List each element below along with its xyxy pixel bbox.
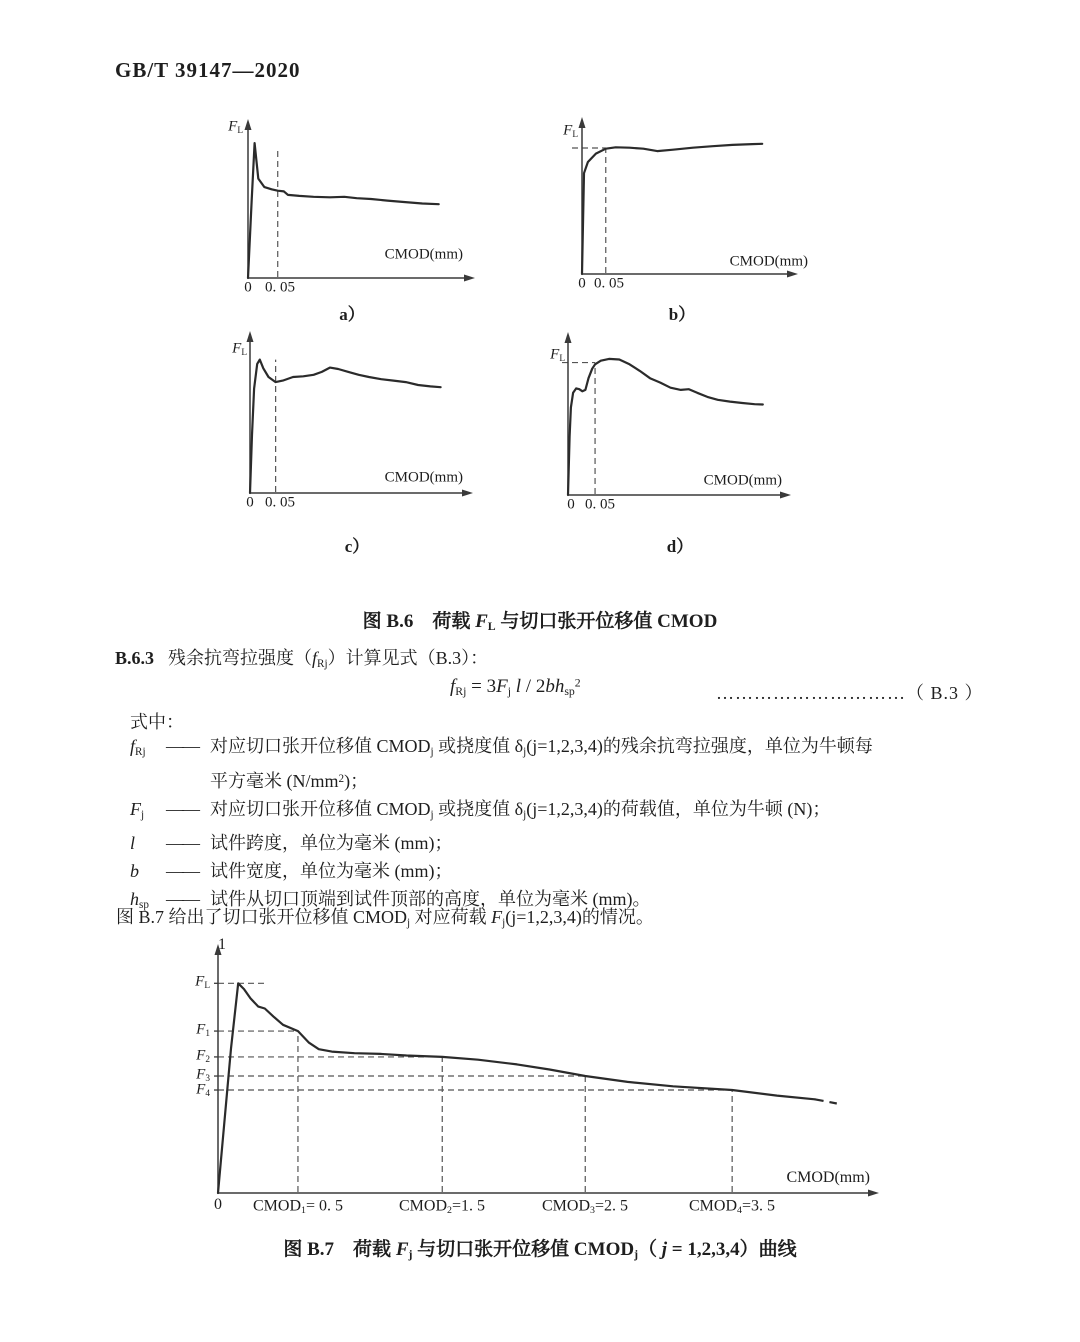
figure-b6-letter-b: b） [668,305,696,324]
y-axis-symbol: $F_L$ [563,122,578,141]
definition-desc: 对应切口张开位移值 $CMOD_j$ 或挠度值 $\delta_j(j=1,2,3,4)$的荷载值，单位为牛顿 (N)； [210,798,831,821]
definition-row [130,796,960,829]
definition-row [130,858,960,885]
definition-desc: 对应切口张开位移值 $CMOD_j$ 或挠度值 $\delta_j(j=1,2,3,4)$的残余抗弯拉强度，单位为牛顿每 平方毫米 $(N/mm^2)$； [210,736,873,791]
y-axis-symbol: $F_L$ [550,346,565,365]
fig-b6-chart-b-canvas [545,118,880,298]
figure-b7-chart [170,935,900,1220]
fig-b6-chart-c-canvas [183,336,528,524]
figure-b6-chart-a [185,118,520,298]
x-axis-arrow [787,271,798,278]
definition-dash: —— [166,798,198,819]
definition-term: l [130,832,136,853]
x-axis-label: CMOD(mm) [384,469,463,486]
x-axis-arrow [780,492,791,499]
y-axis-symbol: $F_L$ [228,118,243,137]
tick-zero: 0 [244,279,252,296]
definition-dash: —— [166,888,198,909]
definition-dash: —— [166,736,198,756]
definition-desc: 试件宽度，单位为毫米 (mm)； [210,860,453,881]
y-label-fl: $F_L$ [195,973,210,992]
formula-b3: $f_{Rj} = 3F_j$ l / $2bh_{sp}^2$ [450,676,581,698]
definition-dash: —— [166,860,198,881]
definitions-list [130,733,960,919]
x-axis-label: CMOD(mm) [786,1169,870,1186]
y-axis-arrow [247,331,254,342]
figure-b6-letter-d: d） [666,537,694,556]
load-cmod-curve-dashed-tail [815,1099,837,1103]
tick-zero: 0 [578,275,586,292]
x-axis-arrow [464,275,475,282]
definition-term: $f_{Rj}$ [130,736,146,758]
tick-cmod3: $CMOD_3=2$. 5 [542,1197,628,1216]
y-axis-arrow [245,119,252,130]
figure-b6-letter-c: c） [344,537,370,556]
tick-0-05: 0. 05 [265,279,295,296]
tick-cmod1: $CMOD_1= 0$. 5 [253,1197,343,1216]
load-cmod-curve [218,983,815,1193]
where-label: 式中： [130,712,184,732]
definition-dash: —— [166,832,198,853]
section-b63-text: 残余抗弯拉强度$(f_{Rj})$计算见式（B.3）： [168,648,489,670]
y-label-f1: $F_1$ [196,1021,210,1040]
x-axis-label: CMOD(mm) [703,472,782,489]
y-label-f3: $F_3$ [196,1066,210,1085]
x-axis-label: CMOD(mm) [384,246,463,263]
figure-b6-caption: 图 B.6 荷载 $F_L$ 与切口张开位移值 CMOD [362,611,718,633]
definition-desc: 试件跨度，单位为毫米 (mm)； [210,832,453,853]
fig-b6-chart-a-canvas [185,118,520,298]
section-b63-heading [115,644,488,670]
x-axis-arrow [868,1190,879,1197]
figure-b7-caption: 图 B.7 荷载 $F_j$ 与切口张开位移值 $CMOD_j$（ j = 1,2,3,4）曲线 [283,1239,797,1261]
tick-zero: 0 [246,494,254,511]
tick-0-05: 0. 05 [585,496,615,513]
standard-number: GB/T 39147—2020 [115,58,301,82]
definition-desc: 试件从切口顶端到试件顶部的高度，单位为毫米 (mm)。 [210,888,651,909]
definition-row [130,830,960,857]
definition-row [130,733,960,795]
figure-b6-letter-a: a） [339,305,365,324]
figure-b6-chart-c [183,336,528,524]
x-axis-label: CMOD(mm) [729,253,808,270]
tick-cmod4: $CMOD_4=3$. 5 [689,1197,775,1216]
x-axis-arrow [462,490,473,497]
definition-term: b [130,860,139,881]
formula-b3-number: …………………………（ B.3 ） [716,683,984,703]
y-label-f4: $F_4$ [196,1081,210,1100]
section-b63-number: B.6.3 [115,648,155,668]
tick-0-05: 0. 05 [594,275,624,292]
figure-b7-intro: 图 B.7 给出了切口张开位移值 $CMOD_j$ 对应荷载 $F_j(j=1,2,3,4)$的情况。 [116,907,654,929]
tick-zero: 0 [214,1196,222,1213]
figure-b6-chart-b [545,118,880,298]
definition-term: $F_j$ [130,798,145,821]
tick-0-05: 0. 05 [265,494,295,511]
y-label-f2: $F_2$ [196,1047,210,1066]
curve-number: 1 [218,936,226,953]
tick-cmod2: $CMOD_2=1$. 5 [399,1197,485,1216]
y-axis-arrow [579,117,586,128]
figure-b6-chart-d [545,336,890,524]
y-axis-symbol: $F_L$ [232,340,247,359]
definition-term: $h_{sp}$ [130,888,149,911]
tick-zero: 0 [567,496,575,513]
y-axis-arrow [565,332,572,343]
